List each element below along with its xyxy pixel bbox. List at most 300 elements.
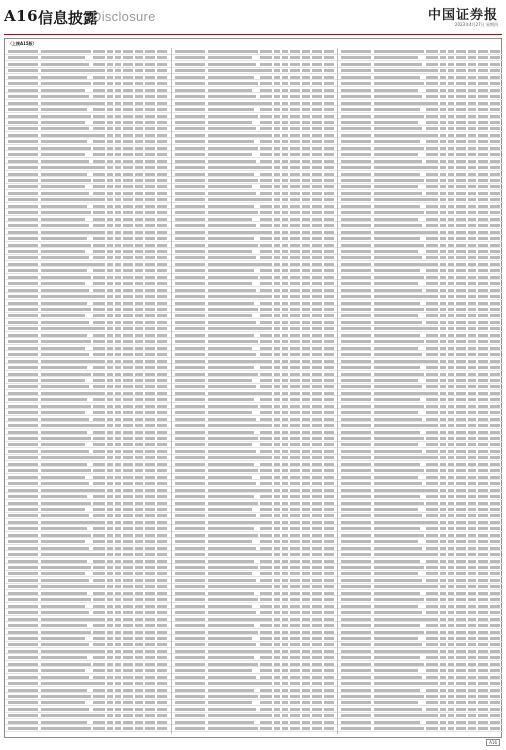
table-cell-text — [456, 327, 466, 330]
table-row — [172, 186, 337, 187]
table-cell-text — [274, 585, 280, 588]
table-cell-text — [490, 379, 500, 382]
table-cell-text — [93, 95, 105, 98]
table-cell-text — [456, 282, 466, 285]
table-cell-text — [448, 450, 454, 453]
row-divider — [5, 357, 171, 358]
table-cell-text — [456, 450, 466, 453]
table-cell-text — [135, 437, 143, 440]
table-cell-text — [123, 276, 133, 279]
table-cell-text — [260, 379, 272, 382]
table-cell-text — [478, 489, 488, 492]
table-cell-text — [440, 166, 446, 169]
table-cell-text — [324, 160, 334, 163]
table-cell-text — [490, 708, 500, 711]
table-cell-text — [41, 127, 89, 130]
table-cell-text — [440, 256, 446, 259]
table-cell-text — [312, 50, 322, 53]
table-row — [172, 141, 337, 142]
row-divider — [5, 492, 171, 493]
row-divider — [172, 615, 337, 616]
table-cell-text — [175, 121, 205, 124]
table-row — [172, 541, 337, 542]
table-cell-text — [426, 560, 438, 563]
table-cell-text — [302, 721, 310, 724]
table-cell-text — [107, 263, 113, 266]
table-cell-text — [468, 173, 476, 176]
table-cell-text — [41, 340, 91, 343]
table-cell-text — [324, 398, 334, 401]
table-cell-text — [478, 385, 488, 388]
table-cell-text — [312, 598, 322, 601]
table-cell-text — [115, 198, 121, 201]
table-cell-text — [135, 69, 143, 72]
row-divider — [172, 344, 337, 345]
row-divider — [338, 247, 503, 248]
row-divider — [5, 73, 171, 74]
row-divider — [172, 583, 337, 584]
table-cell-text — [93, 547, 105, 550]
table-cell-text — [440, 147, 446, 150]
table-row — [338, 341, 503, 342]
table-cell-text — [456, 689, 466, 692]
table-cell-text — [448, 308, 454, 311]
table-cell-text — [456, 650, 466, 653]
table-cell-text — [135, 347, 143, 350]
table-cell-text — [115, 314, 121, 317]
table-cell-text — [157, 527, 167, 530]
table-row — [172, 606, 337, 607]
table-cell-text — [426, 244, 438, 247]
table-cell-text — [208, 102, 260, 105]
table-cell-text — [341, 560, 371, 563]
table-cell-text — [341, 269, 371, 272]
table-column-block — [171, 48, 337, 734]
table-cell-text — [478, 663, 488, 666]
table-row — [5, 186, 171, 187]
table-cell-text — [478, 418, 488, 421]
table-cell-text — [93, 102, 105, 105]
table-cell-text — [93, 140, 105, 143]
table-cell-text — [208, 598, 258, 601]
table-cell-text — [374, 708, 422, 711]
table-cell-text — [8, 231, 38, 234]
table-cell-text — [312, 69, 322, 72]
table-cell-text — [274, 489, 280, 492]
table-cell-text — [115, 373, 121, 376]
row-divider — [5, 79, 171, 80]
table-cell-text — [8, 173, 38, 176]
table-cell-text — [93, 211, 105, 214]
table-cell-text — [145, 585, 155, 588]
table-row — [338, 354, 503, 355]
table-cell-text — [374, 314, 418, 317]
table-cell-text — [478, 605, 488, 608]
table-cell-text — [324, 650, 334, 653]
table-cell-text — [490, 276, 500, 279]
table-cell-text — [107, 366, 113, 369]
table-cell-text — [115, 282, 121, 285]
table-cell-text — [123, 411, 133, 414]
table-cell-text — [374, 508, 418, 511]
table-cell-text — [175, 585, 205, 588]
table-row — [172, 509, 337, 510]
table-row — [172, 367, 337, 368]
table-cell-text — [456, 102, 466, 105]
table-cell-text — [175, 682, 205, 685]
row-divider — [338, 86, 503, 87]
table-cell-text — [157, 192, 167, 195]
table-cell-text — [290, 456, 300, 459]
table-cell-text — [157, 431, 167, 434]
table-cell-text — [324, 701, 334, 704]
table-cell-text — [208, 108, 254, 111]
table-row — [338, 283, 503, 284]
table-cell-text — [468, 469, 476, 472]
table-cell-text — [374, 69, 426, 72]
table-cell-text — [440, 476, 446, 479]
table-cell-text — [93, 418, 105, 421]
table-cell-text — [324, 643, 334, 646]
row-divider — [172, 157, 337, 158]
table-cell-text — [260, 676, 272, 679]
table-cell-text — [341, 282, 371, 285]
table-cell-text — [157, 334, 167, 337]
table-cell-text — [440, 560, 446, 563]
table-cell-text — [490, 302, 500, 305]
table-cell-text — [93, 482, 105, 485]
table-cell-text — [490, 282, 500, 285]
table-cell-text — [115, 443, 121, 446]
table-cell-text — [282, 147, 288, 150]
table-cell-text — [490, 424, 500, 427]
table-cell-text — [145, 618, 155, 621]
table-row — [338, 361, 503, 362]
table-cell-text — [302, 379, 310, 382]
table-cell-text — [426, 527, 438, 530]
table-row — [5, 109, 171, 110]
table-cell-text — [490, 592, 500, 595]
table-cell-text — [8, 418, 38, 421]
table-cell-text — [490, 347, 500, 350]
table-cell-text — [456, 560, 466, 563]
table-cell-text — [123, 250, 133, 253]
table-cell-text — [274, 63, 280, 66]
table-cell-text — [282, 482, 288, 485]
table-cell-text — [456, 134, 466, 137]
table-cell-text — [175, 572, 205, 575]
table-cell-text — [93, 463, 105, 466]
table-cell-text — [145, 69, 155, 72]
table-cell-text — [274, 618, 280, 621]
table-cell-text — [8, 373, 38, 376]
table-cell-text — [208, 482, 256, 485]
table-cell-text — [490, 637, 500, 640]
table-cell-text — [302, 727, 310, 730]
table-cell-text — [282, 502, 288, 505]
table-cell-text — [456, 321, 466, 324]
row-divider — [338, 647, 503, 648]
table-cell-text — [41, 185, 85, 188]
table-cell-text — [324, 76, 334, 79]
row-divider — [172, 550, 337, 551]
table-cell-text — [478, 611, 488, 614]
table-cell-text — [123, 302, 133, 305]
table-cell-text — [93, 269, 105, 272]
table-cell-text — [302, 540, 310, 543]
table-cell-text — [123, 327, 133, 330]
table-cell-text — [115, 418, 121, 421]
table-cell-text — [448, 147, 454, 150]
table-cell-text — [282, 366, 288, 369]
table-cell-text — [478, 102, 488, 105]
table-cell-text — [135, 618, 143, 621]
row-divider — [5, 473, 171, 474]
table-cell-text — [302, 115, 310, 118]
row-divider — [338, 118, 503, 119]
table-cell-text — [341, 108, 371, 111]
table-cell-text — [175, 179, 205, 182]
table-cell-text — [448, 353, 454, 356]
table-cell-text — [145, 263, 155, 266]
table-cell-text — [490, 450, 500, 453]
table-cell-text — [175, 353, 205, 356]
table-cell-text — [324, 224, 334, 227]
table-cell-text — [374, 611, 422, 614]
table-row — [172, 303, 337, 304]
row-divider — [5, 718, 171, 719]
table-cell-text — [282, 553, 288, 556]
table-cell-text — [440, 463, 446, 466]
table-cell-text — [440, 250, 446, 253]
table-cell-text — [260, 579, 272, 582]
table-cell-text — [374, 469, 424, 472]
table-cell-text — [157, 244, 167, 247]
table-cell-text — [260, 373, 272, 376]
table-row — [172, 309, 337, 310]
table-cell-text — [208, 95, 256, 98]
table-cell-text — [282, 663, 288, 666]
table-cell-text — [302, 637, 310, 640]
table-cell-text — [107, 598, 113, 601]
table-cell-text — [374, 121, 418, 124]
table-cell-text — [260, 244, 272, 247]
table-cell-text — [208, 708, 256, 711]
table-cell-text — [93, 173, 105, 176]
table-cell-text — [440, 127, 446, 130]
table-cell-text — [260, 166, 272, 169]
table-cell-text — [490, 489, 500, 492]
table-cell-text — [175, 456, 205, 459]
table-cell-text — [93, 224, 105, 227]
table-cell-text — [440, 185, 446, 188]
table-cell-text — [123, 553, 133, 556]
table-cell-text — [260, 521, 272, 524]
table-cell-text — [123, 321, 133, 324]
table-cell-text — [93, 714, 105, 717]
table-cell-text — [440, 269, 446, 272]
table-cell-text — [8, 689, 38, 692]
table-cell-text — [260, 463, 272, 466]
table-cell-text — [41, 224, 89, 227]
table-row — [338, 483, 503, 484]
table-cell-text — [312, 540, 322, 543]
table-cell-text — [145, 605, 155, 608]
table-row — [172, 361, 337, 362]
table-cell-text — [145, 560, 155, 563]
table-cell-text — [456, 502, 466, 505]
table-cell-text — [312, 192, 322, 195]
table-cell-text — [290, 56, 300, 59]
table-cell-text — [107, 256, 113, 259]
table-cell-text — [302, 624, 310, 627]
table-row — [338, 419, 503, 420]
table-cell-text — [8, 289, 38, 292]
table-cell-text — [302, 224, 310, 227]
table-cell-text — [302, 185, 310, 188]
table-cell-text — [107, 553, 113, 556]
table-row — [5, 83, 171, 84]
table-cell-text — [135, 289, 143, 292]
table-cell-text — [448, 405, 454, 408]
table-cell-text — [93, 624, 105, 627]
table-cell-text — [456, 676, 466, 679]
row-divider — [172, 505, 337, 506]
table-cell-text — [282, 185, 288, 188]
table-cell-text — [440, 598, 446, 601]
table-cell-text — [107, 476, 113, 479]
table-cell-text — [290, 585, 300, 588]
table-cell-text — [145, 572, 155, 575]
table-cell-text — [41, 721, 87, 724]
table-row — [172, 451, 337, 452]
table-cell-text — [426, 250, 438, 253]
table-cell-text — [302, 56, 310, 59]
table-cell-text — [490, 211, 500, 214]
table-cell-text — [312, 263, 322, 266]
table-cell-text — [490, 514, 500, 517]
table-row — [5, 644, 171, 645]
table-cell-text — [312, 147, 322, 150]
table-cell-text — [115, 566, 121, 569]
table-cell-text — [145, 701, 155, 704]
table-cell-text — [426, 714, 438, 717]
table-cell-text — [478, 547, 488, 550]
table-cell-text — [312, 631, 322, 634]
table-cell-text — [8, 392, 38, 395]
row-divider — [5, 699, 171, 700]
row-divider — [338, 202, 503, 203]
table-cell-text — [478, 392, 488, 395]
table-row — [172, 206, 337, 207]
row-divider — [5, 518, 171, 519]
table-cell-text — [8, 727, 38, 730]
row-divider — [5, 189, 171, 190]
table-cell-text — [175, 82, 205, 85]
table-row — [172, 167, 337, 168]
table-row — [172, 154, 337, 155]
row-divider — [338, 576, 503, 577]
table-cell-text — [123, 102, 133, 105]
table-cell-text — [8, 360, 38, 363]
table-cell-text — [208, 682, 260, 685]
table-cell-text — [8, 95, 38, 98]
table-cell-text — [208, 572, 252, 575]
table-cell-text — [208, 173, 254, 176]
table-cell-text — [468, 121, 476, 124]
table-cell-text — [448, 669, 454, 672]
table-cell-text — [93, 334, 105, 337]
table-cell-text — [41, 663, 91, 666]
table-cell-text — [41, 450, 89, 453]
table-cell-text — [41, 405, 91, 408]
table-cell-text — [93, 456, 105, 459]
table-cell-text — [490, 605, 500, 608]
table-cell-text — [41, 231, 93, 234]
table-cell-text — [8, 121, 38, 124]
row-divider — [338, 499, 503, 500]
row-divider — [172, 641, 337, 642]
table-cell-text — [426, 185, 438, 188]
table-row — [338, 683, 503, 684]
row-divider — [5, 395, 171, 396]
table-cell-text — [302, 418, 310, 421]
table-cell-text — [208, 611, 256, 614]
table-cell-text — [440, 418, 446, 421]
table-cell-text — [324, 727, 334, 730]
table-cell-text — [41, 618, 93, 621]
table-cell-text — [41, 314, 85, 317]
table-cell-text — [157, 379, 167, 382]
table-cell-text — [448, 231, 454, 234]
table-cell-text — [274, 637, 280, 640]
table-cell-text — [440, 669, 446, 672]
table-row — [338, 586, 503, 587]
row-divider — [5, 641, 171, 642]
table-cell-text — [145, 489, 155, 492]
table-cell-text — [274, 502, 280, 505]
table-cell-text — [312, 714, 322, 717]
table-cell-text — [374, 585, 426, 588]
table-row — [5, 380, 171, 381]
table-cell-text — [426, 424, 438, 427]
table-cell-text — [448, 527, 454, 530]
row-divider — [172, 537, 337, 538]
table-cell-text — [175, 398, 205, 401]
table-cell-text — [456, 411, 466, 414]
table-cell-text — [115, 714, 121, 717]
table-cell-text — [208, 237, 254, 240]
table-cell-text — [115, 173, 121, 176]
table-cell-text — [468, 560, 476, 563]
table-cell-text — [274, 76, 280, 79]
table-cell-text — [8, 443, 38, 446]
table-cell-text — [260, 669, 272, 672]
table-cell-text — [135, 327, 143, 330]
row-divider — [5, 454, 171, 455]
table-cell-text — [324, 456, 334, 459]
table-row — [5, 670, 171, 671]
row-divider — [5, 428, 171, 429]
table-cell-text — [312, 205, 322, 208]
table-cell-text — [374, 566, 424, 569]
table-cell-text — [490, 689, 500, 692]
table-cell-text — [456, 405, 466, 408]
table-cell-text — [41, 489, 93, 492]
table-row — [338, 322, 503, 323]
row-divider — [172, 686, 337, 687]
table-cell-text — [274, 431, 280, 434]
